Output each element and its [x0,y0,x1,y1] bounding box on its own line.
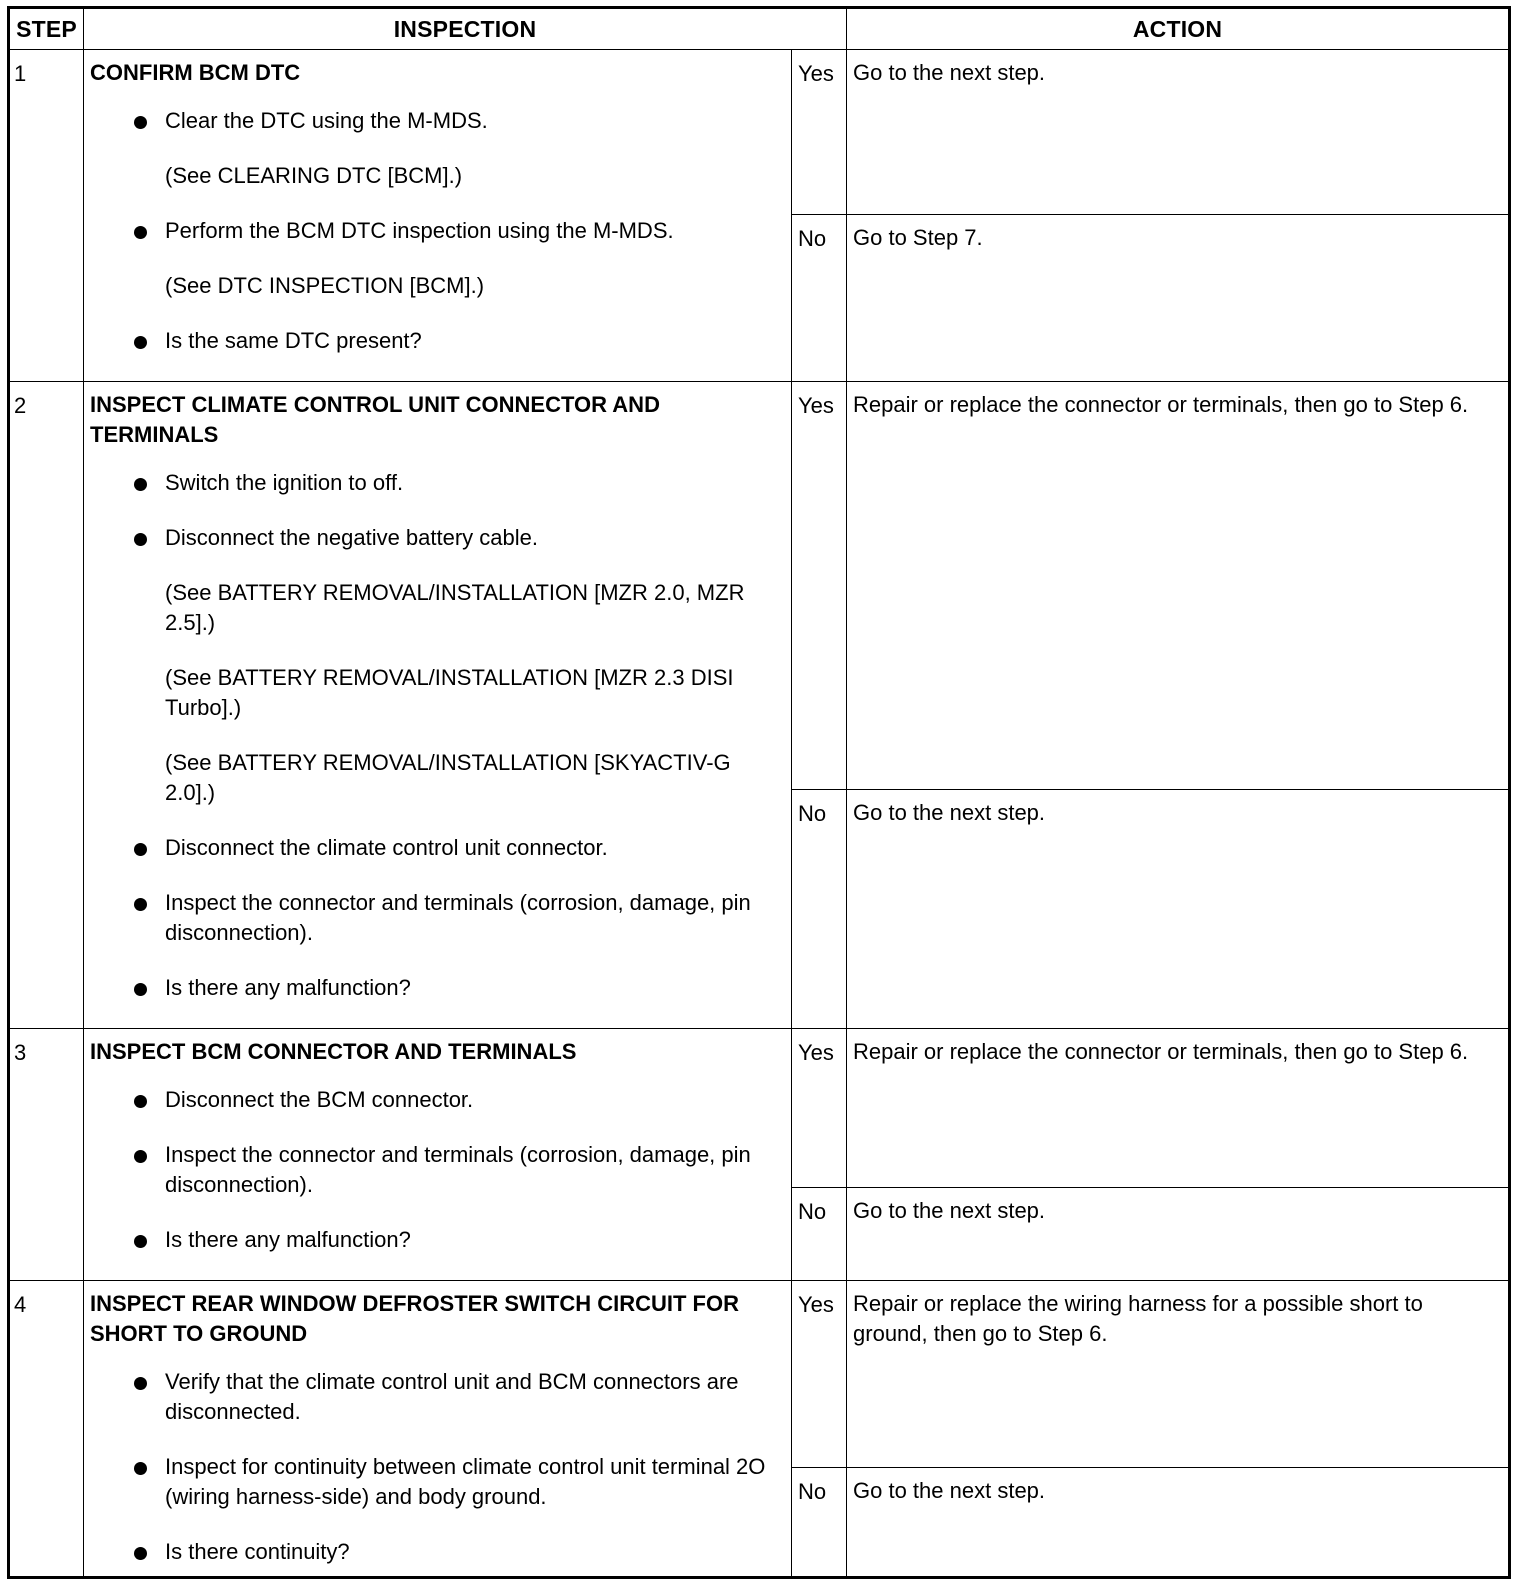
bullet-dot-icon [134,336,147,349]
step-1-yes-row [9,50,1510,215]
bullet-text: Disconnect the BCM connector. [165,1087,474,1112]
yes-action: Repair or replace the wiring harness for a possible short to ground, then go to Step 6. [847,1281,1510,1468]
bullet-text: Is the same DTC present? [165,328,422,353]
bullet-text: Disconnect the climate control unit connector. [165,835,608,860]
bullet-dot-icon [134,226,147,239]
no-label: No [792,1468,847,1578]
step-number: 1 [9,50,84,382]
yes-action: Repair or replace the connector or terminals, then go to Step 6. [847,382,1510,790]
step-title: INSPECT REAR WINDOW DEFROSTER SWITCH CIRCUIT FOR SHORT TO GROUND [90,1291,739,1346]
step-title: CONFIRM BCM DTC [90,60,301,85]
inspection-bullet [90,1085,783,1115]
yes-action: Repair or replace the connector or terminals, then go to Step 6. [847,1029,1510,1188]
bullet-text: Is there any malfunction? [165,975,411,1000]
step-title: INSPECT BCM CONNECTOR AND TERMINALS [90,1039,577,1064]
bullet-dot-icon [134,1377,147,1390]
bullet-dot-icon [134,116,147,129]
header-action: ACTION [847,8,1510,50]
inspection-bullet [90,1140,783,1200]
inspection-bullet [90,1537,783,1567]
bullet-dot-icon [134,533,147,546]
bullet-dot-icon [134,478,147,491]
inspection-bullet [90,973,783,1003]
bullet-dot-icon [134,898,147,911]
no-action: Go to the next step. [847,790,1510,1029]
yes-action: Go to the next step. [847,50,1510,215]
bullet-text: Inspect for continuity between climate control unit terminal 2O (wiring harness-side) and body ground. [165,1454,766,1509]
inspection-bullet [90,468,783,498]
bullet-text: Is there any malfunction? [165,1227,411,1252]
bullet-text: Perform the BCM DTC inspection using the M-MDS. [165,218,674,243]
bullet-text: Is there continuity? [165,1539,350,1564]
header-step: STEP [9,8,84,50]
inspection-note: (See BATTERY REMOVAL/INSTALLATION [SKYACTIV-G 2.0].) [165,750,731,805]
bullet-dot-icon [134,1235,147,1248]
step-4-yes-row [9,1281,1510,1468]
diagnostic-procedure-table [7,6,1511,1579]
no-action: Go to the next step. [847,1188,1510,1281]
yes-label: Yes [792,50,847,215]
bullet-text: Inspect the connector and terminals (corrosion, damage, pin disconnection). [165,890,751,945]
bullet-dot-icon [134,983,147,996]
bullet-dot-icon [134,1095,147,1108]
step-3-yes-row [9,1029,1510,1188]
inspection-bullet [90,106,783,136]
step-2-yes-row [9,382,1510,790]
no-action: Go to the next step. [847,1468,1510,1578]
bullet-dot-icon [134,1150,147,1163]
inspection-note: (See BATTERY REMOVAL/INSTALLATION [MZR 2.3 DISI Turbo].) [165,665,734,720]
bullet-text: Clear the DTC using the M-MDS. [165,108,488,133]
bullet-text: Inspect the connector and terminals (corrosion, damage, pin disconnection). [165,1142,751,1197]
no-label: No [792,1188,847,1281]
inspection-bullet [90,1225,783,1255]
yes-label: Yes [792,382,847,790]
bullet-dot-icon [134,843,147,856]
step-inspection [84,1281,792,1578]
bullet-text: Switch the ignition to off. [165,470,404,495]
step-inspection [84,1029,792,1281]
inspection-note: (See CLEARING DTC [BCM].) [165,163,463,188]
inspection-note: (See BATTERY REMOVAL/INSTALLATION [MZR 2.0, MZR 2.5].) [165,580,745,635]
inspection-bullet [90,1367,783,1427]
step-inspection [84,382,792,1029]
inspection-bullet [90,523,783,553]
inspection-note: (See DTC INSPECTION [BCM].) [165,273,485,298]
inspection-bullet [90,216,783,246]
bullet-text: Verify that the climate control unit and BCM connectors are disconnected. [165,1369,739,1424]
inspection-bullet [90,1452,783,1512]
inspection-bullet [90,833,783,863]
step-inspection [84,50,792,382]
step-number: 4 [9,1281,84,1578]
step-title: INSPECT CLIMATE CONTROL UNIT CONNECTOR AND TERMINALS [90,392,660,447]
inspection-bullet [90,326,783,356]
inspection-bullet [90,888,783,948]
yes-label: Yes [792,1281,847,1468]
yes-label: Yes [792,1029,847,1188]
header-inspection: INSPECTION [84,8,847,50]
no-label: No [792,215,847,382]
bullet-text: Disconnect the negative battery cable. [165,525,539,550]
bullet-dot-icon [134,1462,147,1475]
table-header-row [9,8,1510,50]
step-number: 2 [9,382,84,1029]
bullet-dot-icon [134,1547,147,1560]
no-label: No [792,790,847,1029]
no-action: Go to Step 7. [847,215,1510,382]
step-number: 3 [9,1029,84,1281]
